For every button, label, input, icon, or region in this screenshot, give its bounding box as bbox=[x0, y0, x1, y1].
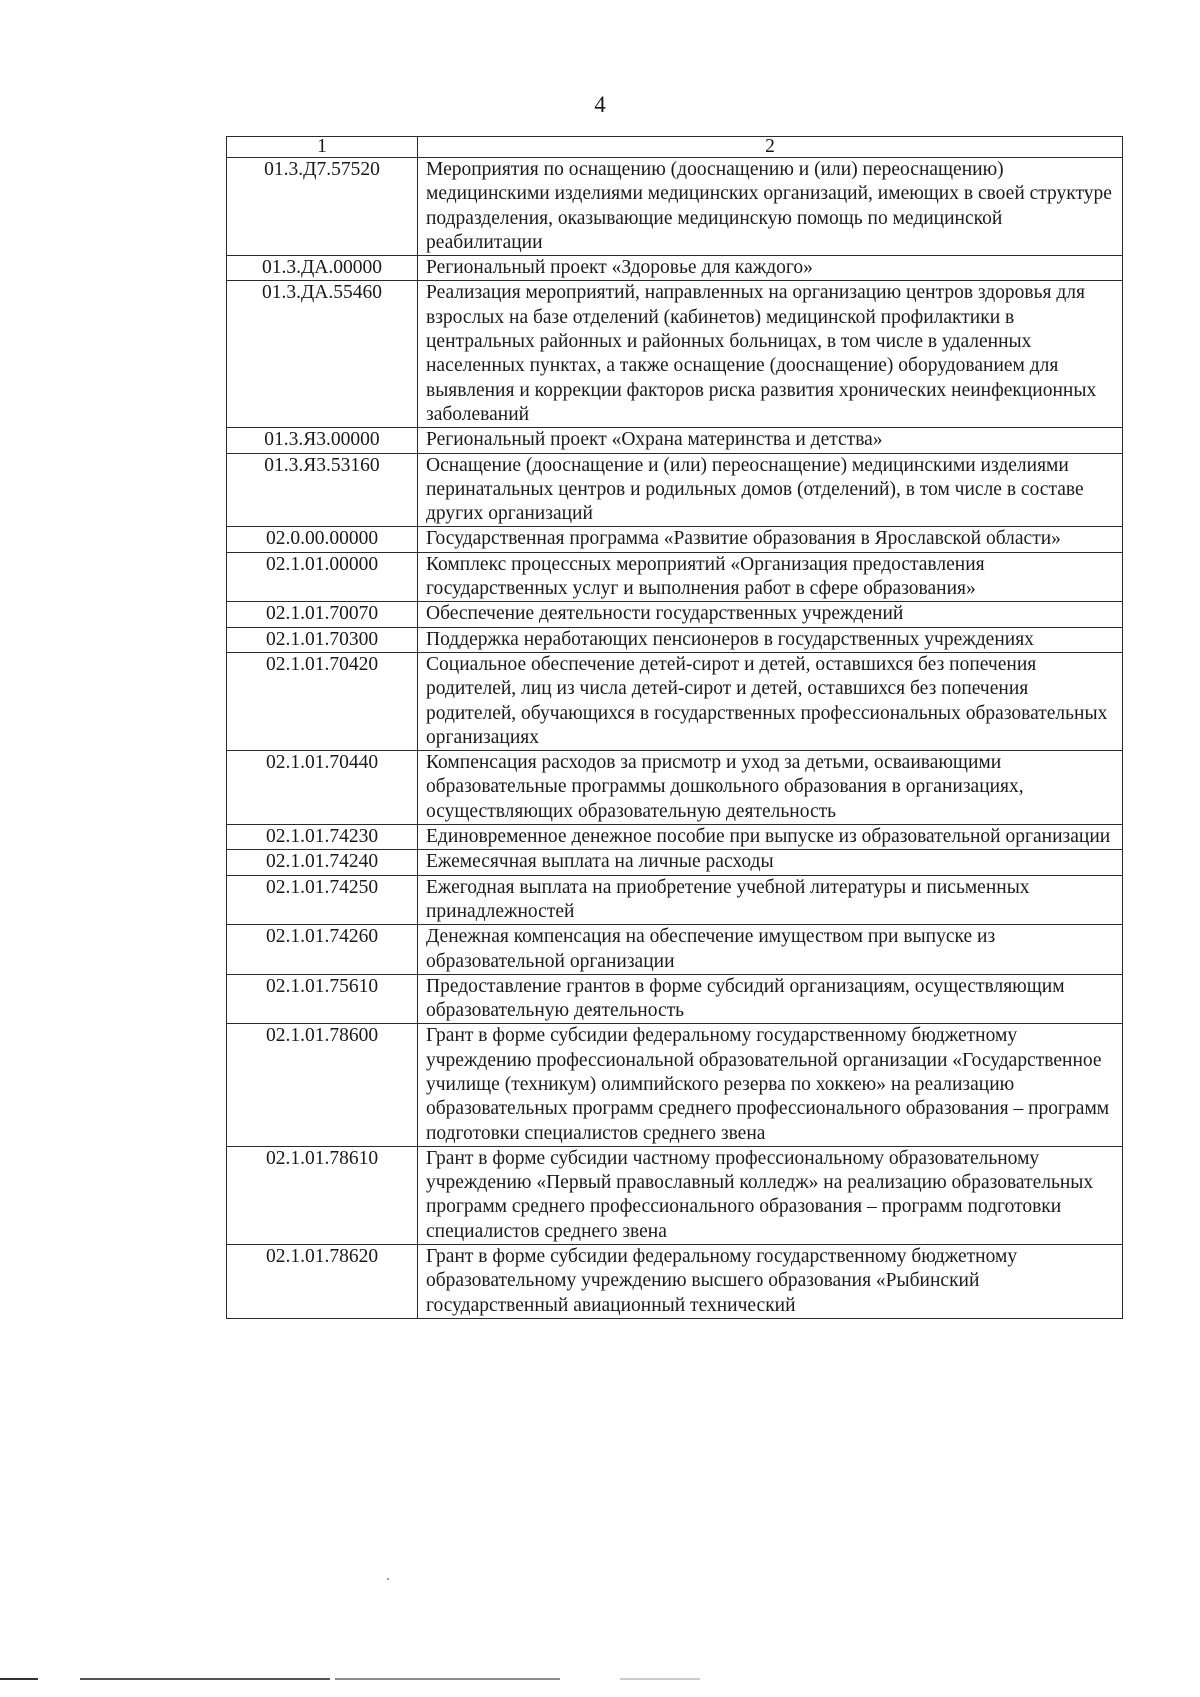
name-cell: Государственная программа «Развитие образования в Ярославской области» bbox=[418, 527, 1123, 552]
name-cell: Реализация мероприятий, направленных на организацию центров здоровья для взрослых на базе отделений (кабинетов) медицинской профилактики в центральных районных и районных больницах, в том числе в удаленных населенных пунктах, а также оснащение (дооснащение) оборудованием для выявления и коррекции факторов риска развития хронических неинфекционных заболеваний bbox=[418, 281, 1123, 428]
table-row bbox=[227, 552, 1123, 602]
code-cell: 02.1.01.74260 bbox=[227, 925, 418, 975]
table-row bbox=[227, 281, 1123, 428]
table-row bbox=[227, 652, 1123, 750]
name-cell: Грант в форме субсидии федеральному государственному бюджетному образовательному учреждению высшего образования «Рыбинский государственный авиационный технический bbox=[418, 1245, 1123, 1319]
name-cell: Компенсация расходов за присмотр и уход за детьми, осваивающими образовательные программы дошкольного образования в организациях, осуществляющих образовательную деятельность bbox=[418, 751, 1123, 825]
table-row bbox=[227, 627, 1123, 652]
table-row bbox=[227, 527, 1123, 552]
name-cell: Региональный проект «Здоровье для каждого» bbox=[418, 256, 1123, 281]
name-cell: Грант в форме субсидии частному профессиональному образовательному учреждению «Первый православный колледж» на реализацию образовательных программ среднего профессионального образования – программ подготовки специалистов среднего звена bbox=[418, 1146, 1123, 1244]
code-cell: 02.1.01.70300 bbox=[227, 627, 418, 652]
code-cell: 01.3.Я3.00000 bbox=[227, 428, 418, 453]
table-row bbox=[227, 158, 1123, 256]
name-cell: Комплекс процессных мероприятий «Организация предоставления государственных услуг и выполнения работ в сфере образования» bbox=[418, 552, 1123, 602]
name-cell: Предоставление грантов в форме субсидий организациям, осуществляющим образовательную деятельность bbox=[418, 974, 1123, 1024]
table-row bbox=[227, 825, 1123, 850]
name-cell: Поддержка неработающих пенсионеров в государственных учреждениях bbox=[418, 627, 1123, 652]
code-cell: 02.1.01.74230 bbox=[227, 825, 418, 850]
code-cell: 01.3.Я3.53160 bbox=[227, 453, 418, 527]
name-cell: Обеспечение деятельности государственных учреждений bbox=[418, 602, 1123, 627]
table-row bbox=[227, 1245, 1123, 1319]
table-row bbox=[227, 602, 1123, 627]
name-cell: Грант в форме субсидии федеральному государственному бюджетному учреждению профессиональной образовательной организации «Государственное училище (техникум) олимпийского резерва по хоккею» на реализацию образовательных программ среднего профессионального образования – программ подготовки специалистов среднего звена bbox=[418, 1024, 1123, 1146]
code-cell: 01.3.ДА.00000 bbox=[227, 256, 418, 281]
table-row bbox=[227, 256, 1123, 281]
code-cell: 01.3.Д7.57520 bbox=[227, 158, 418, 256]
name-cell: Денежная компенсация на обеспечение имуществом при выпуске из образовательной организации bbox=[418, 925, 1123, 975]
code-cell: 02.1.01.78610 bbox=[227, 1146, 418, 1244]
code-cell: 02.1.01.78620 bbox=[227, 1245, 418, 1319]
table-row bbox=[227, 925, 1123, 975]
column-header-code: 1 bbox=[227, 137, 418, 158]
scan-edge-marks bbox=[0, 1676, 1200, 1682]
code-cell: 02.1.01.74250 bbox=[227, 875, 418, 925]
code-cell: 02.1.01.70070 bbox=[227, 602, 418, 627]
name-cell: Региональный проект «Охрана материнства и детства» bbox=[418, 428, 1123, 453]
code-cell: 02.1.01.00000 bbox=[227, 552, 418, 602]
name-cell: Социальное обеспечение детей-сирот и детей, оставшихся без попечения родителей, лиц из числа детей-сирот и детей, оставшихся без попечения родителей, обучающихся в государственных профессиональных образовательных организациях bbox=[418, 652, 1123, 750]
table-row bbox=[227, 751, 1123, 825]
table-row bbox=[227, 850, 1123, 875]
name-cell: Единовременное денежное пособие при выпуске из образовательной организации bbox=[418, 825, 1123, 850]
table-header-row bbox=[227, 137, 1123, 158]
table-row bbox=[227, 428, 1123, 453]
table-row bbox=[227, 875, 1123, 925]
code-cell: 01.3.ДА.55460 bbox=[227, 281, 418, 428]
table-row bbox=[227, 453, 1123, 527]
name-cell: Оснащение (дооснащение и (или) переоснащение) медицинскими изделиями перинатальных центров и родильных домов (отделений), в том числе в составе других организаций bbox=[418, 453, 1123, 527]
table-row bbox=[227, 1024, 1123, 1146]
page-number: 4 bbox=[594, 92, 606, 117]
code-cell: 02.1.01.74240 bbox=[227, 850, 418, 875]
code-cell: 02.1.01.70440 bbox=[227, 751, 418, 825]
code-cell: 02.1.01.75610 bbox=[227, 974, 418, 1024]
column-header-name: 2 bbox=[418, 137, 1123, 158]
table-row bbox=[227, 1146, 1123, 1244]
budget-classification-table bbox=[226, 136, 1123, 1319]
code-cell: 02.1.01.78600 bbox=[227, 1024, 418, 1146]
code-cell: 02.1.01.70420 bbox=[227, 652, 418, 750]
name-cell: Ежегодная выплата на приобретение учебной литературы и письменных принадлежностей bbox=[418, 875, 1123, 925]
code-cell: 02.0.00.00000 bbox=[227, 527, 418, 552]
name-cell: Мероприятия по оснащению (дооснащению и (или) переоснащению) медицинскими изделиями медицинских организаций, имеющих в своей структуре подразделения, оказывающие медицинскую помощь по медицинской реабилитации bbox=[418, 158, 1123, 256]
name-cell: Ежемесячная выплата на личные расходы bbox=[418, 850, 1123, 875]
table-row bbox=[227, 974, 1123, 1024]
scan-speck bbox=[387, 1578, 389, 1580]
